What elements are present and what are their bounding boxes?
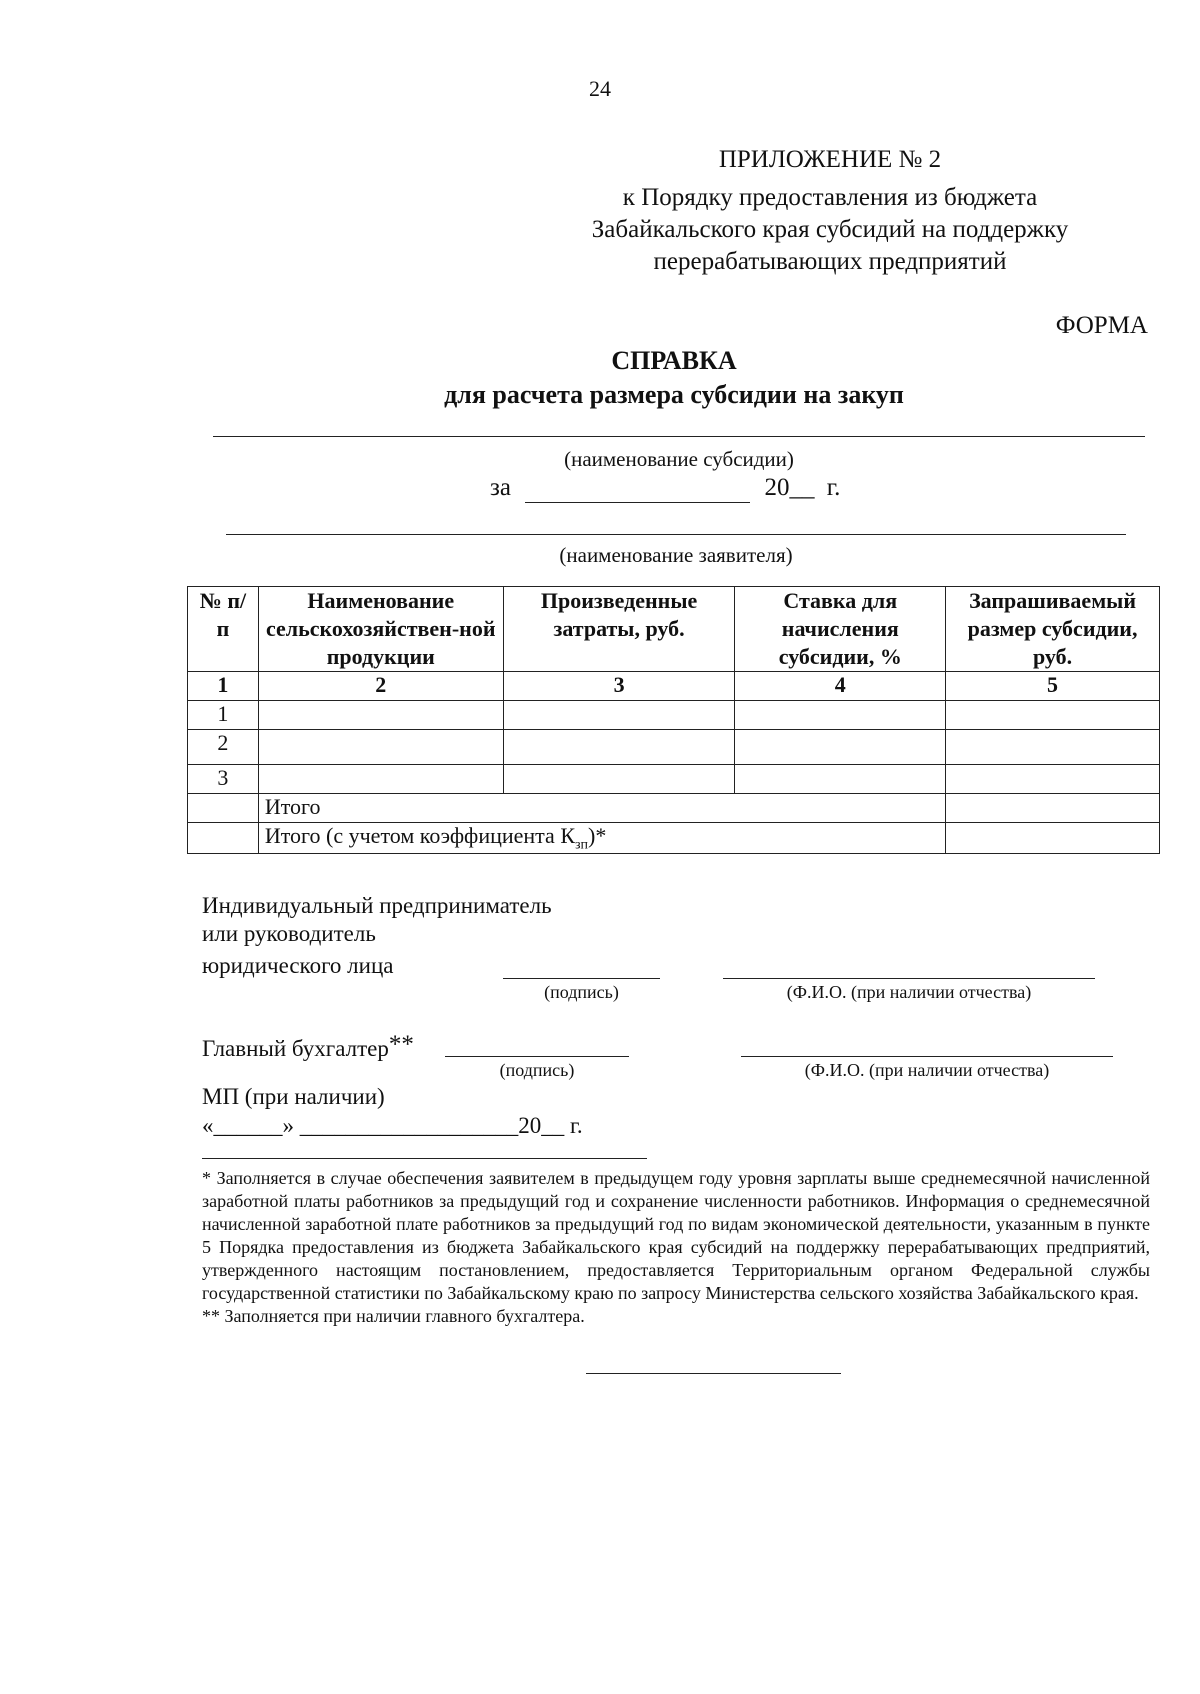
table-cell[interactable] (735, 701, 946, 730)
accountant-fio-caption: (Ф.И.О. (при наличии отчества) (804, 1060, 1050, 1080)
applicant-name-field[interactable] (226, 534, 1126, 535)
header-number: № п/п (188, 587, 259, 672)
period-suffix: г. (826, 474, 841, 501)
table-cell[interactable] (503, 730, 735, 765)
footnote-separator (202, 1158, 647, 1159)
total-coef-row (188, 823, 1160, 854)
header-rate: Ставка для начисления субсидии, % (735, 587, 946, 672)
period-year: 20__ (764, 474, 815, 501)
table-cell (188, 823, 259, 854)
table-cell[interactable] (258, 765, 503, 794)
column-number: 1 (188, 672, 259, 701)
head-fio-caption: (Ф.И.О. (при наличии отчества) (786, 982, 1032, 1002)
coef-subscript: зп (575, 837, 589, 853)
footnotes (202, 1167, 1150, 1328)
row-number: 1 (188, 701, 259, 730)
total-coef-label (258, 823, 945, 854)
table-cell[interactable] (735, 765, 946, 794)
table-cell[interactable] (258, 701, 503, 730)
head-label-line-3: юридического лица (202, 953, 394, 978)
table-header-row (188, 587, 1160, 672)
table-cell (188, 794, 259, 823)
header-costs: Произведенные затраты, руб. (503, 587, 735, 672)
accountant-signature-field[interactable] (445, 1056, 629, 1057)
subsidy-caption: (наименование субсидии) (564, 447, 794, 471)
document-title: СПРАВКА (611, 346, 737, 375)
table-cell[interactable] (735, 730, 946, 765)
appendix-line-3: перерабатывающих предприятий (653, 248, 1007, 275)
total-value-cell[interactable] (946, 794, 1160, 823)
accountant-label: Главный бухгалтер (202, 1036, 389, 1061)
appendix-line-1: к Порядку предоставления из бюджета (622, 184, 1038, 211)
column-number: 4 (735, 672, 946, 701)
period-prefix: за (490, 474, 511, 501)
total-coef-text: Итого (с учетом коэффициента К (264, 823, 575, 848)
total-row (188, 794, 1160, 823)
table-cell[interactable] (503, 765, 735, 794)
head-signature-caption: (подпись) (544, 982, 619, 1002)
table-row (188, 765, 1160, 794)
end-separator (586, 1373, 841, 1374)
head-label-line-1: Индивидуальный предприниматель (202, 893, 552, 918)
total-label: Итого (258, 794, 945, 823)
column-number: 3 (503, 672, 735, 701)
subsidy-table (187, 586, 1160, 854)
stamp-label: МП (при наличии) (202, 1084, 385, 1109)
date-line[interactable]: «______» ___________________20__ г. (202, 1113, 583, 1138)
subsidy-name-field[interactable] (213, 436, 1145, 437)
head-fio-field[interactable] (723, 978, 1095, 979)
row-number: 2 (188, 730, 259, 765)
table-row (188, 701, 1160, 730)
document-subtitle: для расчета размера субсидии на закуп (444, 380, 904, 409)
accountant-fio-field[interactable] (741, 1056, 1113, 1057)
head-signature-field[interactable] (503, 978, 660, 979)
table-cell[interactable] (946, 730, 1160, 765)
column-number: 2 (258, 672, 503, 701)
header-requested: Запрашиваемый размер субсидии, руб. (946, 587, 1160, 672)
row-number: 3 (188, 765, 259, 794)
table-cell[interactable] (946, 701, 1160, 730)
period-field[interactable] (525, 474, 750, 503)
accountant-mark: ** (388, 1031, 414, 1058)
appendix-title: ПРИЛОЖЕНИЕ № 2 (718, 146, 942, 173)
column-number-row (188, 672, 1160, 701)
table-cell[interactable] (258, 730, 503, 765)
footnote-2: ** Заполняется при наличии главного бухгалтера. (202, 1306, 585, 1326)
accountant-signature-caption: (подпись) (499, 1060, 575, 1080)
total-coef-suffix: )* (588, 823, 607, 848)
appendix-line-2: Забайкальского края субсидий на поддержку (591, 216, 1069, 243)
form-label: ФОРМА (1055, 312, 1148, 339)
header-product: Наименование сельскохозяйствен-ной продукции (258, 587, 503, 672)
period-row (490, 474, 840, 503)
appendix-block (540, 144, 1120, 278)
page-number: 24 (589, 76, 611, 101)
applicant-caption: (наименование заявителя) (559, 543, 793, 567)
table-cell[interactable] (503, 701, 735, 730)
table-row (188, 730, 1160, 765)
column-number: 5 (946, 672, 1160, 701)
table-cell[interactable] (946, 765, 1160, 794)
head-label-line-2: или руководитель (202, 921, 376, 946)
accountant-label-row (202, 1031, 414, 1062)
footnote-1: * Заполняется в случае обеспечения заявителем в предыдущем году уровня зарплаты выше среднемесячной начисленной заработной платы работников за предыдущий год и сохранение численности работников. Информация о среднемесячной начисленной заработной плате работников за предыдущий год по видам экономической деятельности, указанным в пункте 5 Порядка предоставления из бюджета Забайкальского края субсидий на поддержку перерабатывающих предприятий, утвержденного настоящим постановлением, предоставляется Территориальным органом Федеральной службы государственной статистики по Забайкальскому краю по запросу Министерства сельского хозяйства Забайкальского края. (202, 1168, 1150, 1303)
total-coef-value-cell[interactable] (946, 823, 1160, 854)
